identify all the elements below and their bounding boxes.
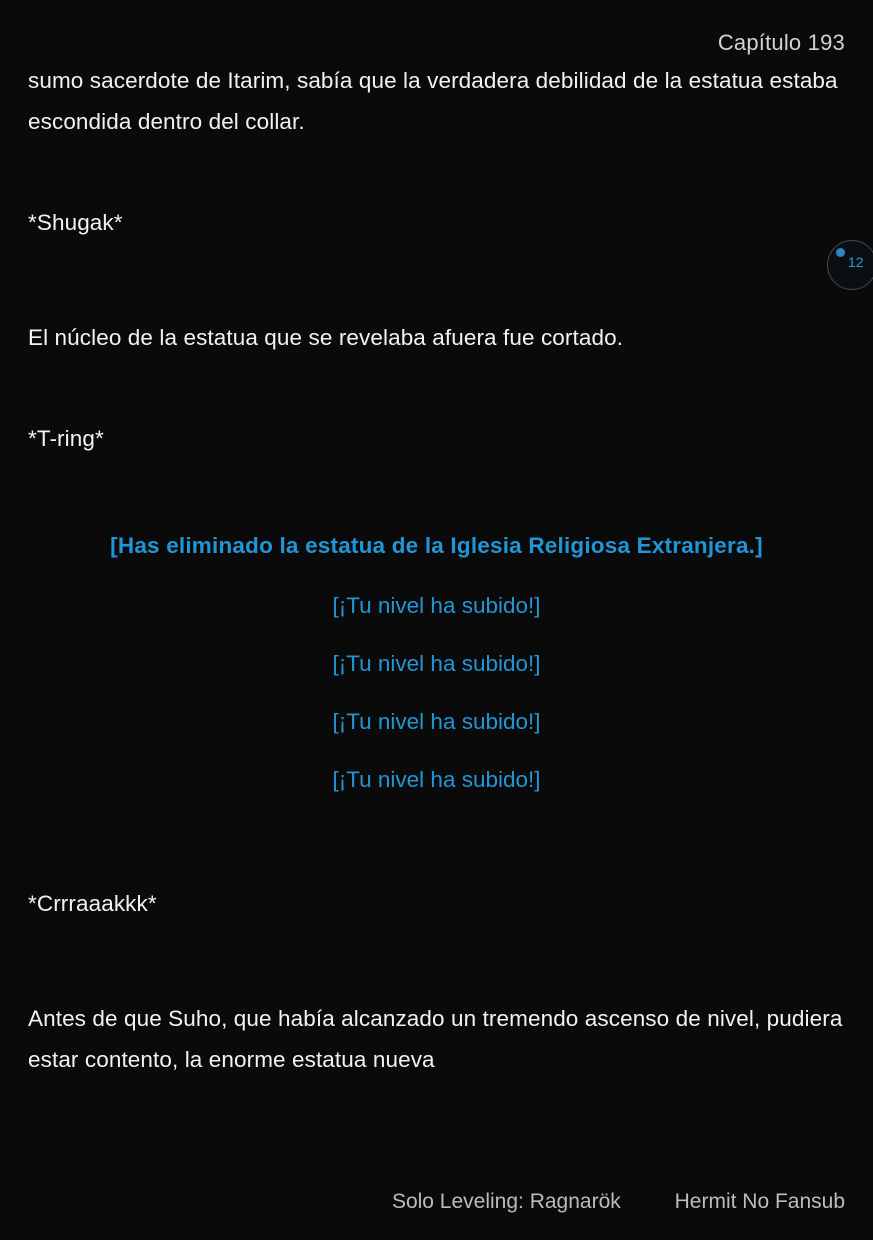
chapter-label: Capítulo 193 xyxy=(717,30,845,55)
badge-dot-icon xyxy=(836,248,845,257)
system-level-up-line: [¡Tu nivel ha subido!] xyxy=(332,593,541,618)
badge-count: 12 xyxy=(848,254,864,270)
sfx-1: *Shugak* xyxy=(28,210,123,235)
spacer xyxy=(28,809,845,883)
system-level-up-line: [¡Tu nivel ha subido!] xyxy=(332,709,541,734)
footer xyxy=(0,1190,845,1214)
spacer xyxy=(28,924,845,998)
sfx-3: *Crrraaakkk* xyxy=(28,891,157,916)
spacer xyxy=(28,358,845,418)
spacer xyxy=(28,459,845,533)
notification-badge[interactable] xyxy=(827,240,873,294)
system-level-up-line: [¡Tu nivel ha subido!] xyxy=(332,767,541,792)
spacer xyxy=(28,142,845,202)
system-message-heading: [Has eliminado la estatua de la Iglesia Religiosa Extranjera.] xyxy=(110,533,763,558)
system-level-up-line: [¡Tu nivel ha subido!] xyxy=(332,651,541,676)
spacer xyxy=(28,559,845,577)
chapter-content xyxy=(28,60,845,1080)
spacer xyxy=(28,243,845,317)
footer-group-name: Hermit No Fansub xyxy=(674,1190,845,1213)
sfx-2: *T-ring* xyxy=(28,426,104,451)
paragraph-3: Antes de que Suho, que había alcanzado un tremendo ascenso de nivel, pudiera estar contento, la enorme estatua nueva xyxy=(28,1006,843,1072)
footer-series-title: Solo Leveling: Ragnarök xyxy=(391,1190,621,1213)
paragraph-1: sumo sacerdote de Itarim, sabía que la verdadera debilidad de la estatua estaba escondida dentro del collar. xyxy=(28,68,838,134)
paragraph-2: El núcleo de la estatua que se revelaba afuera fue cortado. xyxy=(28,325,624,350)
